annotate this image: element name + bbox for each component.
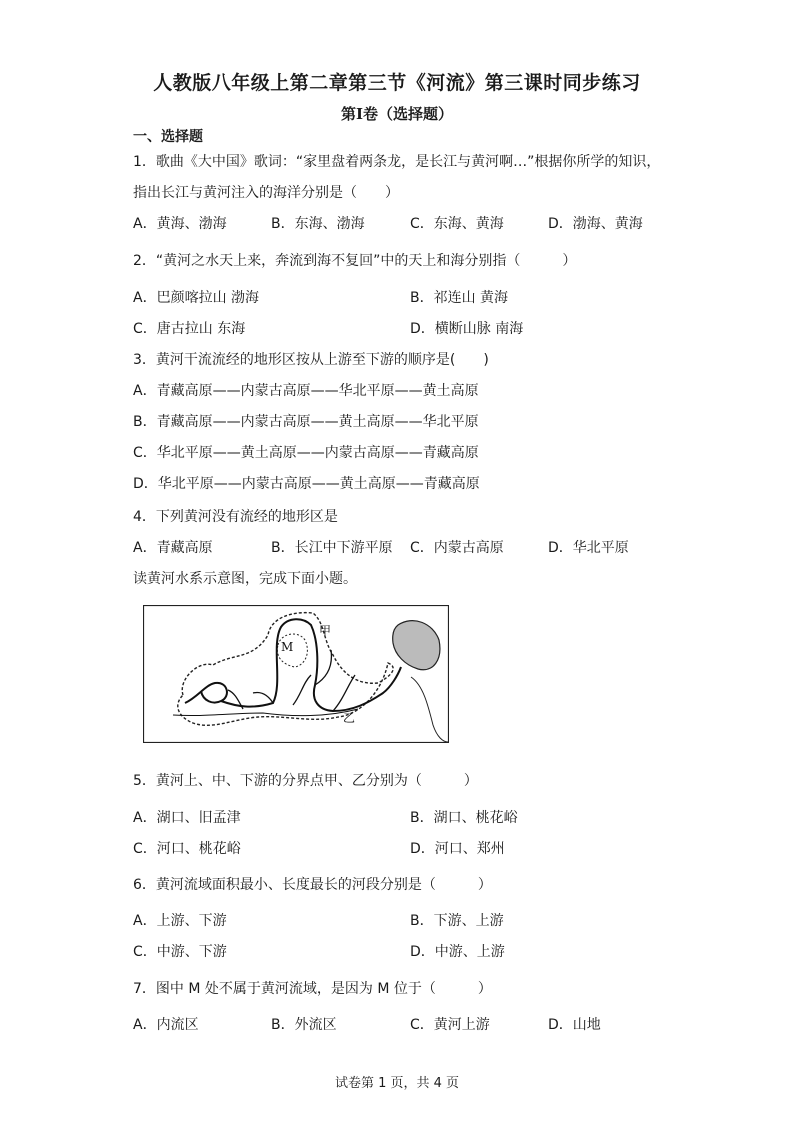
question-7-option-c[interactable]: C．黄河上游 bbox=[410, 1017, 490, 1033]
volume-subtitle: 第I卷（选择题） bbox=[340, 105, 454, 123]
question-4-option-a[interactable]: A．青藏高原 bbox=[133, 540, 213, 556]
question-2-option-b[interactable]: B．祁连山 黄海 bbox=[410, 290, 509, 306]
question-6-stem: 6．黄河流域面积最小、长度最长的河段分别是（ ） bbox=[133, 877, 492, 893]
question-1-option-d[interactable]: D．渤海、黄海 bbox=[548, 216, 643, 232]
question-2-option-a[interactable]: A．巴颜喀拉山 渤海 bbox=[133, 290, 260, 306]
question-5-option-b[interactable]: B．湖口、桃花峪 bbox=[410, 810, 518, 826]
question-4-option-c[interactable]: C．内蒙古高原 bbox=[410, 540, 504, 556]
question-6-option-b[interactable]: B．下游、上游 bbox=[410, 913, 504, 929]
question-5-option-d[interactable]: D．河口、郑州 bbox=[410, 841, 505, 857]
question-3-option-b[interactable]: B．青藏高原——内蒙古高原——黄土高原——华北平原 bbox=[133, 414, 479, 430]
map-label-jia: 甲 bbox=[319, 624, 332, 638]
map-label-m: M bbox=[281, 640, 294, 654]
question-4-option-b[interactable]: B．长江中下游平原 bbox=[271, 540, 393, 556]
question-3-option-a[interactable]: A．青藏高原——内蒙古高原——华北平原——黄土高原 bbox=[133, 383, 479, 399]
question-5-option-c[interactable]: C．河口、桃花峪 bbox=[133, 841, 241, 857]
yellow-river-system-map bbox=[143, 605, 449, 743]
question-7-option-a[interactable]: A．内流区 bbox=[133, 1017, 199, 1033]
question-4-stem: 4．下列黄河没有流经的地形区是 bbox=[133, 509, 338, 525]
question-6-option-d[interactable]: D．中游、上游 bbox=[410, 944, 505, 960]
question-7-option-d[interactable]: D．山地 bbox=[548, 1017, 601, 1033]
question-6-option-c[interactable]: C．中游、下游 bbox=[133, 944, 227, 960]
question-6-option-a[interactable]: A．上游、下游 bbox=[133, 913, 227, 929]
question-7-option-b[interactable]: B．外流区 bbox=[271, 1017, 337, 1033]
yellow-river-map-drawing bbox=[143, 605, 449, 743]
question-3-option-d[interactable]: D．华北平原——内蒙古高原——黄土高原——青藏高原 bbox=[133, 476, 480, 492]
question-2-option-d[interactable]: D．横断山脉 南海 bbox=[410, 321, 524, 337]
question-1-stem: 1．歌曲《大中国》歌词：“家里盘着两条龙，是长江与黄河啊…”根据你所学的知识， bbox=[133, 154, 661, 170]
page-title: 人教版八年级上第二章第三节《河流》第三课时同步练习 bbox=[153, 72, 641, 94]
question-3-option-c[interactable]: C．华北平原——黄土高原——内蒙古高原——青藏高原 bbox=[133, 445, 479, 461]
page-footer: 试卷第 1 页，共 4 页 bbox=[334, 1076, 460, 1091]
question-1-option-c[interactable]: C．东海、黄海 bbox=[410, 216, 504, 232]
section-heading: 一、选择题 bbox=[133, 129, 203, 145]
question-3-stem: 3．黄河干流流经的地形区按从上游至下游的顺序是( ) bbox=[133, 352, 489, 368]
question-4-option-d[interactable]: D．华北平原 bbox=[548, 540, 629, 556]
question-2-option-c[interactable]: C．唐古拉山 东海 bbox=[133, 321, 246, 337]
question-7-stem: 7．图中 M 处不属于黄河流域，是因为 M 位于（ ） bbox=[133, 981, 492, 997]
question-2-stem: 2．“黄河之水天上来，奔流到海不复回”中的天上和海分别指（ ） bbox=[133, 253, 577, 269]
question-1-option-a[interactable]: A．黄海、渤海 bbox=[133, 216, 227, 232]
question-5-option-a[interactable]: A．湖口、旧孟津 bbox=[133, 810, 241, 826]
question-1-option-b[interactable]: B．东海、渤海 bbox=[271, 216, 365, 232]
map-instruction: 读黄河水系示意图，完成下面小题。 bbox=[133, 571, 357, 587]
question-5-stem: 5．黄河上、中、下游的分界点甲、乙分别为（ ） bbox=[133, 773, 478, 789]
map-label-yi: 乙 bbox=[343, 711, 356, 725]
question-1-stem-cont: 指出长江与黄河注入的海洋分别是（ ） bbox=[133, 185, 399, 201]
